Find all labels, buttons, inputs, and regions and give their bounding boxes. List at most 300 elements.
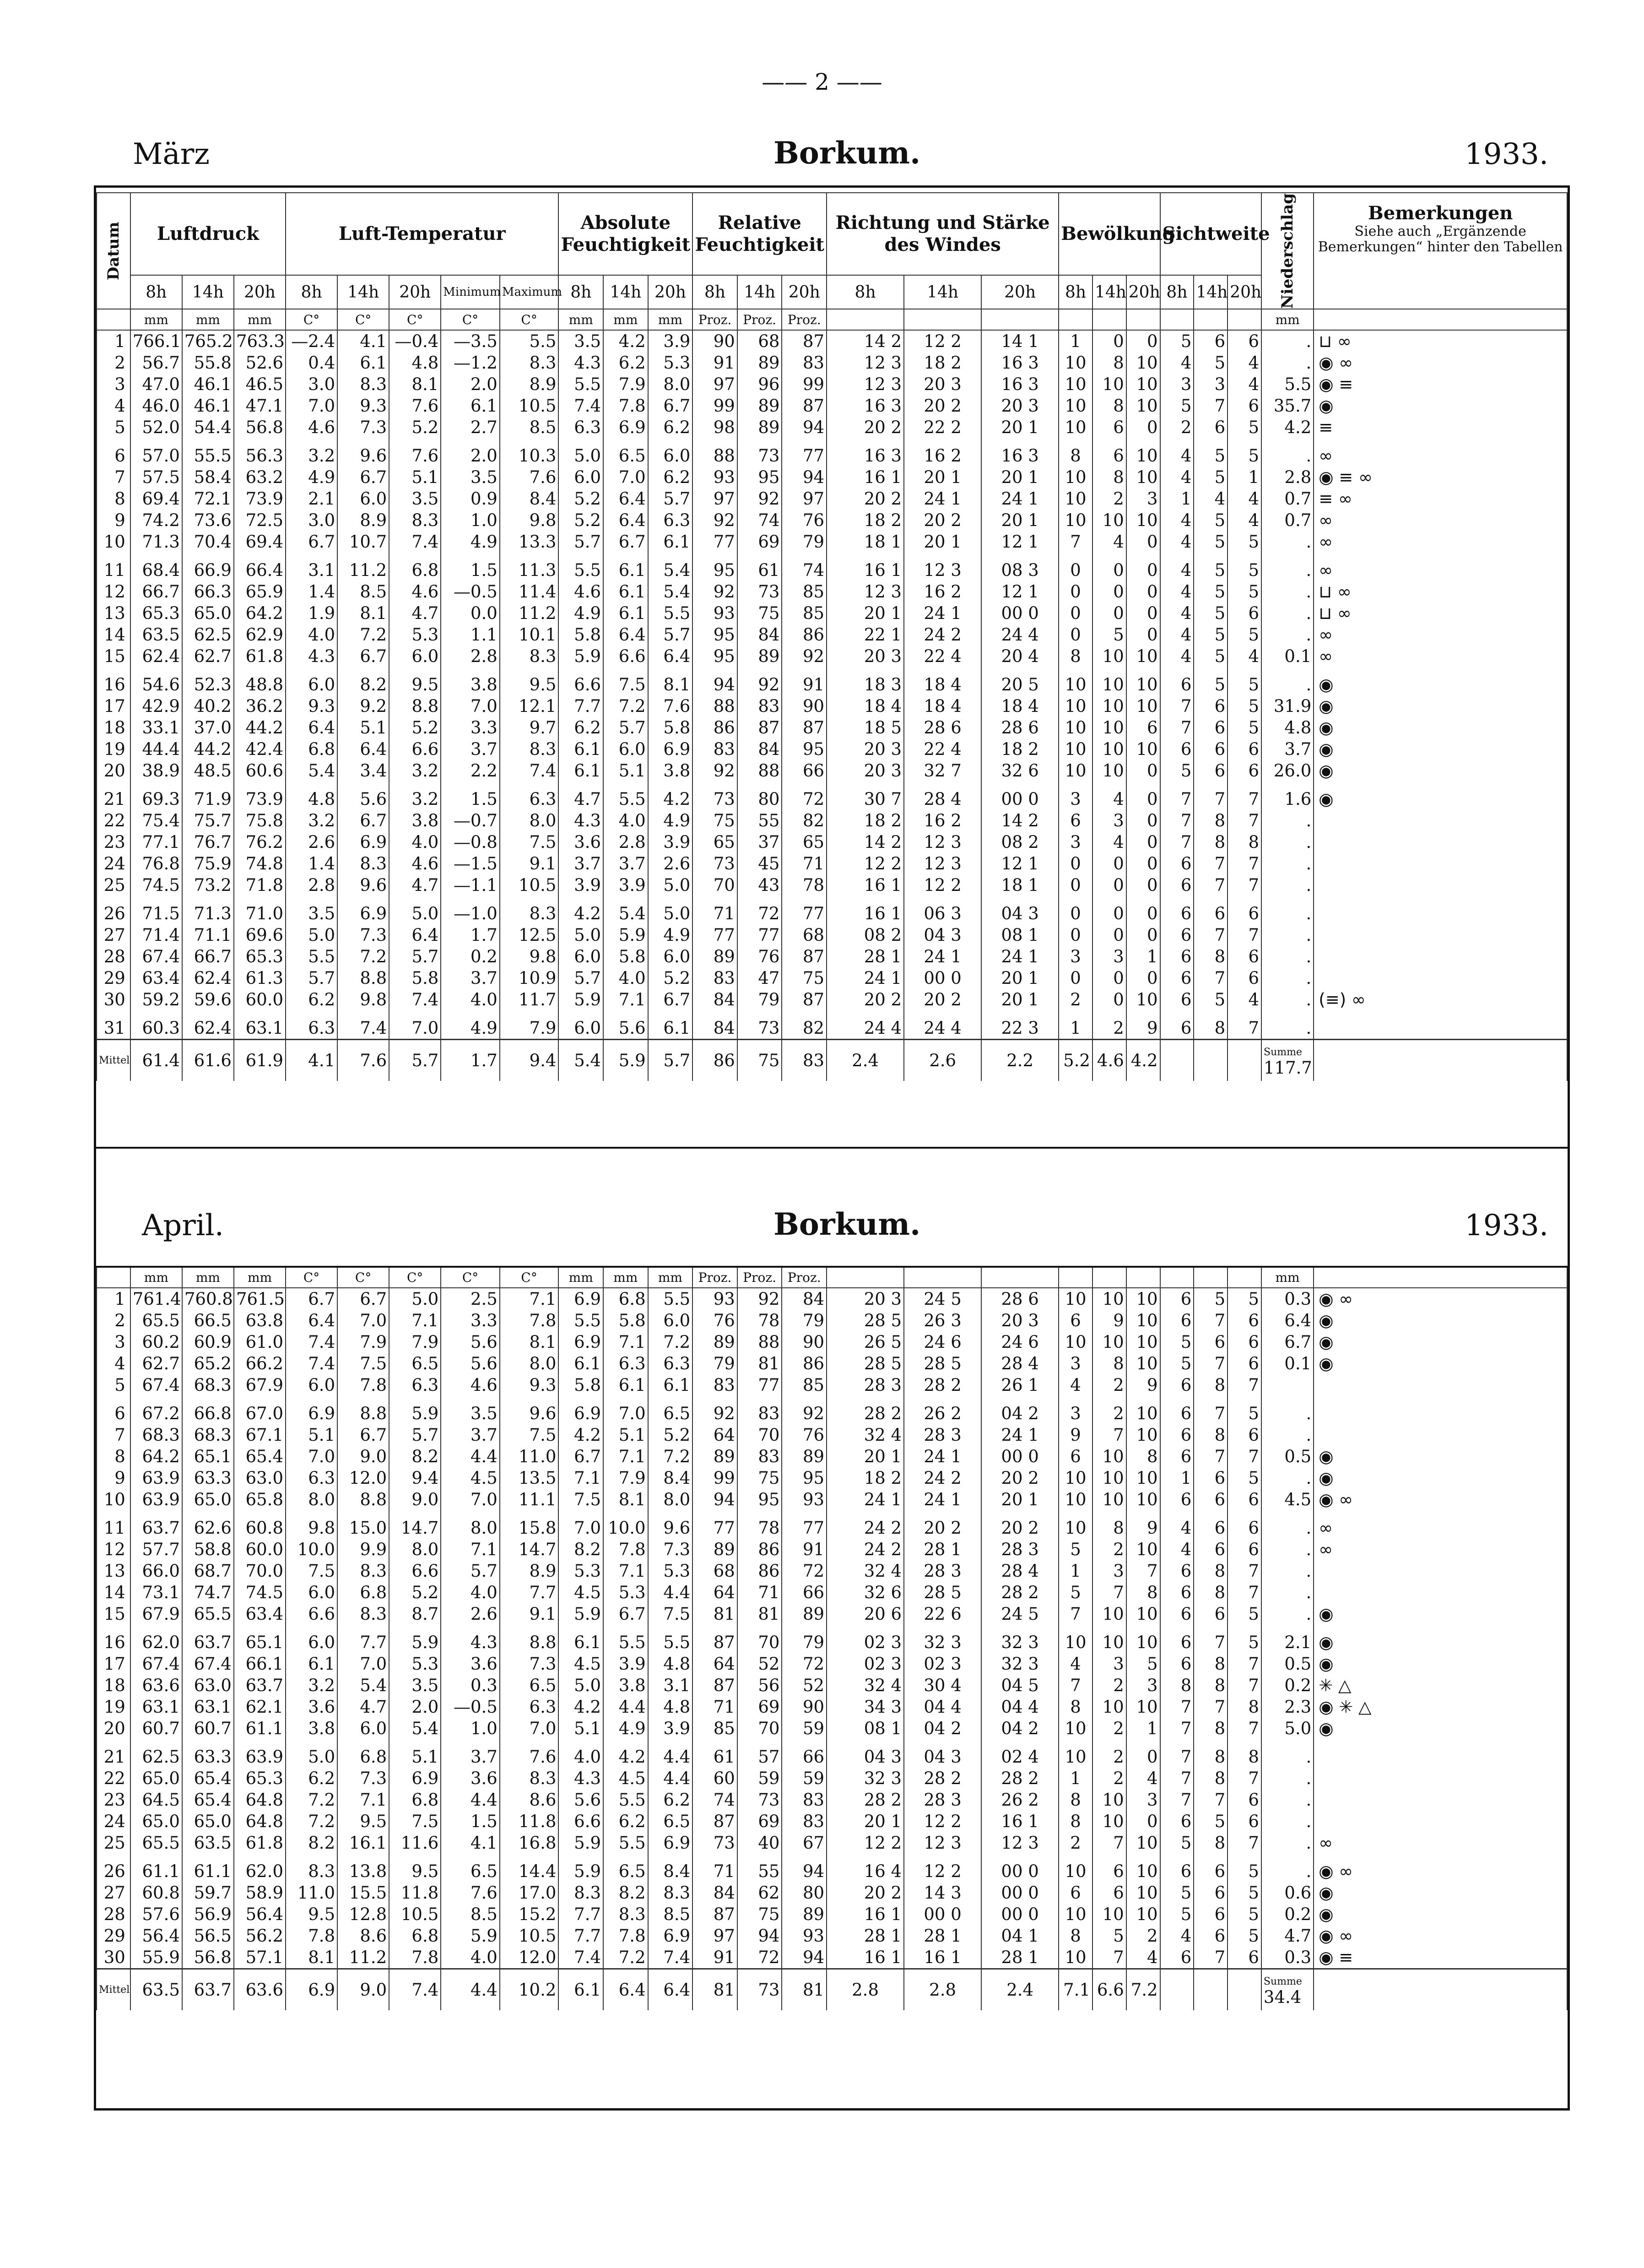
table-row xyxy=(97,1696,1567,1718)
value-cell: 04 2 xyxy=(904,1718,981,1739)
value-cell: 14 2 xyxy=(827,330,904,352)
value-cell: 5.0 xyxy=(286,1746,337,1768)
spacer-cell xyxy=(648,1625,693,1631)
value-cell: 4.9 xyxy=(648,924,693,946)
value-cell: 1.5 xyxy=(441,788,500,810)
value-cell: 0 xyxy=(1126,581,1160,602)
remarks-cell: ∞ xyxy=(1314,445,1567,467)
value-cell: 6 xyxy=(1194,417,1228,438)
value-cell: 66 xyxy=(782,1746,827,1768)
value-cell: 12 1 xyxy=(981,581,1059,602)
value-cell: 52.3 xyxy=(182,673,234,695)
remarks-cell xyxy=(1314,967,1567,989)
value-cell: 7.6 xyxy=(648,695,693,717)
value-cell: 5.1 xyxy=(286,1424,337,1446)
value-cell: 8 xyxy=(1126,1446,1160,1467)
value-cell: 7 xyxy=(1160,695,1194,717)
spacer-cell xyxy=(1092,553,1126,559)
spacer-cell xyxy=(981,667,1059,673)
value-cell: 9.2 xyxy=(337,695,389,717)
value-cell: 6 xyxy=(1228,1789,1261,1811)
value-cell: 6 xyxy=(1194,1539,1228,1560)
value-cell: . xyxy=(1261,853,1314,874)
spacer-cell xyxy=(1126,1854,1160,1860)
value-cell: 6 xyxy=(1194,717,1228,738)
value-cell: . xyxy=(1261,967,1314,989)
remarks-cell: ◉ xyxy=(1314,1353,1567,1374)
value-cell: . xyxy=(1261,581,1314,602)
value-cell: 63.5 xyxy=(182,1832,234,1854)
value-cell: 65 xyxy=(692,831,737,853)
spacer-cell xyxy=(782,896,827,902)
value-cell: 11.1 xyxy=(500,1489,559,1510)
value-cell: 5.6 xyxy=(337,788,389,810)
value-cell: 5.9 xyxy=(389,1631,441,1653)
unit-cell xyxy=(904,309,981,330)
value-cell: 9.4 xyxy=(389,1467,441,1489)
value-cell: 4 xyxy=(1160,510,1194,531)
spacer-cell xyxy=(1314,1396,1567,1402)
value-cell: 30 7 xyxy=(827,788,904,810)
value-cell: 16 4 xyxy=(827,1860,904,1882)
value-cell: 6.3 xyxy=(286,1467,337,1489)
value-cell: 8 xyxy=(1059,1696,1092,1718)
value-cell: 6.0 xyxy=(286,1631,337,1653)
spacer-cell xyxy=(904,553,981,559)
value-cell: . xyxy=(1261,1832,1314,1854)
value-cell: 10 xyxy=(1126,695,1160,717)
spacer-cell xyxy=(441,1625,500,1631)
value-cell: 9 xyxy=(1092,1310,1126,1331)
spacer-cell xyxy=(1160,1396,1194,1402)
value-cell: 0 xyxy=(1059,924,1092,946)
value-cell: 7 xyxy=(1228,853,1261,874)
value-cell: 6.5 xyxy=(603,445,648,467)
value-cell: 95 xyxy=(737,1489,782,1510)
value-cell: 6.8 xyxy=(286,738,337,760)
value-cell: 8.1 xyxy=(337,602,389,624)
table-row xyxy=(97,510,1567,531)
spacer-cell xyxy=(603,667,648,673)
table-row xyxy=(97,1653,1567,1675)
spacer-cell xyxy=(182,1396,234,1402)
value-cell: 72 xyxy=(782,788,827,810)
value-cell: 4.1 xyxy=(337,330,389,352)
value-cell: 0.0 xyxy=(441,602,500,624)
day-cell: 15 xyxy=(97,646,130,667)
spacer-cell xyxy=(130,1396,182,1402)
spacer-cell xyxy=(1261,1510,1314,1517)
value-cell: 1.0 xyxy=(441,510,500,531)
unit-cell: Proz. xyxy=(692,309,737,330)
spacer-cell xyxy=(603,896,648,902)
spacer-cell xyxy=(1228,781,1261,788)
value-cell: 67.2 xyxy=(130,1402,182,1424)
value-cell: 46.0 xyxy=(130,395,182,417)
value-cell: 0 xyxy=(1059,967,1092,989)
value-cell: 6.0 xyxy=(558,467,603,488)
spacer-cell xyxy=(904,438,981,445)
table-row xyxy=(97,395,1567,417)
spacer-cell xyxy=(648,1010,693,1017)
spacer-cell xyxy=(234,1739,286,1746)
spacer-cell xyxy=(389,1010,441,1017)
value-cell: 3.7 xyxy=(441,967,500,989)
value-cell: 7 xyxy=(1194,1353,1228,1374)
value-cell: . xyxy=(1261,1560,1314,1582)
value-cell: 00 0 xyxy=(981,602,1059,624)
spacer-cell xyxy=(441,1010,500,1017)
day-cell: 26 xyxy=(97,902,130,924)
march-year: 1933. xyxy=(1465,137,1549,171)
spacer-cell xyxy=(1194,1010,1228,1017)
spacer-cell xyxy=(337,1739,389,1746)
value-cell: 66.8 xyxy=(182,1402,234,1424)
value-cell: 74.2 xyxy=(130,510,182,531)
day-cell: 19 xyxy=(97,1696,130,1718)
value-cell: . xyxy=(1261,1582,1314,1603)
value-cell: 6 xyxy=(1059,1882,1092,1904)
value-cell: 62.4 xyxy=(130,646,182,667)
value-cell: 12 2 xyxy=(904,874,981,896)
value-cell: 46.5 xyxy=(234,374,286,395)
value-cell: 20 1 xyxy=(981,467,1059,488)
value-cell: 7.1 xyxy=(603,1331,648,1353)
value-cell: 74 xyxy=(782,559,827,581)
spacer-cell xyxy=(389,1739,441,1746)
value-cell: 65.5 xyxy=(130,1832,182,1854)
value-cell: 7.4 xyxy=(389,989,441,1010)
value-cell: 6.1 xyxy=(603,581,648,602)
value-cell: 10 xyxy=(1059,1718,1092,1739)
value-cell: 67.4 xyxy=(130,1653,182,1675)
value-cell: 04 4 xyxy=(904,1696,981,1718)
value-cell: 7.0 xyxy=(558,1517,603,1539)
value-cell: 74 xyxy=(692,1789,737,1811)
value-cell: 20 5 xyxy=(981,673,1059,695)
value-cell: 5 xyxy=(1194,602,1228,624)
unit-cell xyxy=(1126,1267,1160,1288)
value-cell: 3 xyxy=(1092,1560,1126,1582)
value-cell: 8.3 xyxy=(603,1904,648,1925)
value-cell: 6.0 xyxy=(648,946,693,967)
value-cell: 6 xyxy=(1160,1374,1194,1396)
spacer-cell xyxy=(737,896,782,902)
value-cell: 4.7 xyxy=(337,1696,389,1718)
value-cell: 6 xyxy=(1194,1882,1228,1904)
unit-cell: C° xyxy=(500,309,559,330)
value-cell: 59.6 xyxy=(182,989,234,1010)
value-cell: 7.1 xyxy=(441,1539,500,1560)
remarks-cell xyxy=(1314,1424,1567,1446)
value-cell: . xyxy=(1261,602,1314,624)
value-cell: 10 xyxy=(1126,352,1160,374)
value-cell: 46.1 xyxy=(182,395,234,417)
value-cell: 66.4 xyxy=(234,559,286,581)
value-cell: 4.6 xyxy=(389,581,441,602)
unit-cell: C° xyxy=(441,309,500,330)
value-cell: 5.0 xyxy=(558,924,603,946)
unit-cell: mm xyxy=(1261,1267,1314,1288)
value-cell: 8.8 xyxy=(389,695,441,717)
value-cell: 7 xyxy=(1228,1582,1261,1603)
day-cell: 23 xyxy=(97,1789,130,1811)
value-cell: 10 xyxy=(1126,673,1160,695)
value-cell: 86 xyxy=(782,624,827,646)
spacer-cell xyxy=(737,1510,782,1517)
value-cell: 62.1 xyxy=(234,1696,286,1718)
spacer-cell xyxy=(1126,553,1160,559)
value-cell: 35.7 xyxy=(1261,395,1314,417)
value-cell: 5 xyxy=(1160,395,1194,417)
mittel-value xyxy=(1160,1969,1194,2010)
value-cell: 75.8 xyxy=(234,810,286,831)
value-cell: 6.1 xyxy=(337,352,389,374)
value-cell: 5.5 xyxy=(603,788,648,810)
value-cell: 59 xyxy=(782,1718,827,1739)
value-cell: 6.2 xyxy=(648,417,693,438)
mittel-label: Mittel xyxy=(97,1969,130,2010)
value-cell: 04 3 xyxy=(827,1746,904,1768)
value-cell: 20 2 xyxy=(827,989,904,1010)
value-cell: —2.4 xyxy=(286,330,337,352)
value-cell: 68 xyxy=(692,1560,737,1582)
value-cell: 5.3 xyxy=(389,624,441,646)
value-cell: 97 xyxy=(692,374,737,395)
spacer-cell xyxy=(1314,1854,1567,1860)
value-cell: 5.9 xyxy=(603,924,648,946)
value-cell: 6 xyxy=(1160,989,1194,1010)
header-sichtweite: Sichtweite xyxy=(1160,193,1261,275)
value-cell: 69.3 xyxy=(130,788,182,810)
value-cell: 73.2 xyxy=(182,874,234,896)
day-cell: 27 xyxy=(97,924,130,946)
value-cell: 99 xyxy=(692,395,737,417)
value-cell: 4.8 xyxy=(389,352,441,374)
mittel-value: 75 xyxy=(737,1040,782,1081)
value-cell: 20 2 xyxy=(904,1517,981,1539)
value-cell: 71.4 xyxy=(130,924,182,946)
remarks-cell xyxy=(1314,874,1567,896)
value-cell: 76.8 xyxy=(130,853,182,874)
value-cell: 6.3 xyxy=(286,1017,337,1040)
value-cell: 76 xyxy=(782,510,827,531)
value-cell: 10.0 xyxy=(286,1539,337,1560)
value-cell: 10 xyxy=(1126,1424,1160,1446)
unit-cell xyxy=(1160,1267,1194,1288)
value-cell: 66.7 xyxy=(182,946,234,967)
summe-label: Summe xyxy=(1263,1976,1302,1988)
value-cell: 18 2 xyxy=(827,510,904,531)
value-cell: 4.4 xyxy=(441,1789,500,1811)
value-cell: 87 xyxy=(692,1811,737,1832)
value-cell: 6 xyxy=(1194,695,1228,717)
value-cell: 6 xyxy=(1160,1860,1194,1882)
spacer-cell xyxy=(182,896,234,902)
value-cell: 93 xyxy=(692,1288,737,1310)
value-cell: 3 xyxy=(1059,946,1092,967)
value-cell: . xyxy=(1261,1539,1314,1560)
value-cell: 4.0 xyxy=(441,1947,500,1969)
value-cell: 28 2 xyxy=(904,1374,981,1396)
spacer-cell xyxy=(692,438,737,445)
value-cell: 6.7 xyxy=(603,531,648,553)
spacer-cell xyxy=(1314,896,1567,902)
value-cell: 10 xyxy=(1126,646,1160,667)
value-cell: 7 xyxy=(1059,1675,1092,1696)
value-cell: . xyxy=(1261,673,1314,695)
spacer-cell xyxy=(737,667,782,673)
header-niederschlag: Niederschlag xyxy=(1261,193,1314,309)
value-cell: 08 3 xyxy=(981,559,1059,581)
value-cell: 18 4 xyxy=(827,695,904,717)
spacer-cell xyxy=(286,1010,337,1017)
mittel-row xyxy=(97,1969,1567,2010)
value-cell: 7.7 xyxy=(558,1925,603,1947)
value-cell: 1 xyxy=(1228,467,1261,488)
value-cell: 4.9 xyxy=(558,602,603,624)
value-cell: 68.3 xyxy=(130,1424,182,1446)
value-cell: 9.6 xyxy=(500,1402,559,1424)
value-cell: 5 xyxy=(1194,352,1228,374)
unit-cell xyxy=(981,1267,1059,1288)
value-cell: 5 xyxy=(1228,1288,1261,1310)
value-cell: 6.2 xyxy=(286,989,337,1010)
spacer-cell xyxy=(1092,1510,1126,1517)
value-cell: 10 xyxy=(1092,374,1126,395)
unit-cell: C° xyxy=(337,309,389,330)
value-cell: 3 xyxy=(1092,1653,1126,1675)
value-cell: 92 xyxy=(782,646,827,667)
value-cell: 8 xyxy=(1092,1353,1126,1374)
value-cell: 90 xyxy=(782,1331,827,1353)
day-cell: 8 xyxy=(97,488,130,510)
remarks-cell: ◉ ∞ xyxy=(1314,1860,1567,1882)
value-cell: 10 xyxy=(1059,352,1092,374)
value-cell: 5.5 xyxy=(286,946,337,967)
value-cell: 48.8 xyxy=(234,673,286,695)
value-cell: 18 2 xyxy=(827,810,904,831)
value-cell: . xyxy=(1261,559,1314,581)
value-cell: 7 xyxy=(1228,924,1261,946)
value-cell: 71.0 xyxy=(234,902,286,924)
value-cell: 0 xyxy=(1059,902,1092,924)
value-cell: 67.9 xyxy=(130,1603,182,1625)
value-cell: 22 4 xyxy=(904,738,981,760)
mittel-value: 2.8 xyxy=(827,1969,904,2010)
value-cell: 9.5 xyxy=(389,1860,441,1882)
value-cell: 89 xyxy=(782,1446,827,1467)
value-cell: 10 xyxy=(1126,1402,1160,1424)
value-cell: 5.2 xyxy=(558,510,603,531)
value-cell: 5 xyxy=(1160,760,1194,781)
value-cell: 3.6 xyxy=(286,1696,337,1718)
spacer-cell xyxy=(500,1854,559,1860)
value-cell: 10 xyxy=(1059,1746,1092,1768)
value-cell: 8.0 xyxy=(500,810,559,831)
spacer-cell xyxy=(1228,896,1261,902)
unit-cell: mm xyxy=(648,309,693,330)
value-cell: 63.2 xyxy=(234,467,286,488)
mittel-value: 5.7 xyxy=(648,1040,693,1081)
value-cell: 16 1 xyxy=(904,1947,981,1969)
value-cell: 94 xyxy=(692,673,737,695)
value-cell: 6 xyxy=(1228,1353,1261,1374)
spacer-cell xyxy=(1261,1739,1314,1746)
value-cell: 7.9 xyxy=(603,374,648,395)
value-cell: 0 xyxy=(1092,989,1126,1010)
value-cell: 63.0 xyxy=(182,1675,234,1696)
spacer-cell xyxy=(182,1625,234,1631)
value-cell: 24 5 xyxy=(981,1603,1059,1625)
value-cell: 5.0 xyxy=(648,902,693,924)
value-cell: 7.4 xyxy=(558,395,603,417)
value-cell: 32 3 xyxy=(981,1653,1059,1675)
value-cell: 0.2 xyxy=(1261,1904,1314,1925)
value-cell: 91 xyxy=(782,673,827,695)
spacer-cell xyxy=(904,667,981,673)
value-cell: 0 xyxy=(1059,624,1092,646)
value-cell: 6 xyxy=(1160,1811,1194,1832)
spacer-cell xyxy=(97,1010,130,1017)
value-cell: . xyxy=(1261,1768,1314,1789)
value-cell: 5.3 xyxy=(558,1560,603,1582)
value-cell: 4 xyxy=(1160,1539,1194,1560)
value-cell: 2.8 xyxy=(286,874,337,896)
unit-cell xyxy=(981,309,1059,330)
table-row xyxy=(97,788,1567,810)
value-cell: 4.2 xyxy=(558,1424,603,1446)
value-cell: 5.3 xyxy=(648,1560,693,1582)
value-cell: 4 xyxy=(1228,510,1261,531)
spacer-cell xyxy=(827,1625,904,1631)
value-cell: 6.0 xyxy=(286,1374,337,1396)
value-cell: 6.9 xyxy=(337,902,389,924)
spacer-cell xyxy=(500,438,559,445)
table-row xyxy=(97,1603,1567,1625)
spacer-cell xyxy=(1261,553,1314,559)
value-cell: 68.3 xyxy=(182,1424,234,1446)
subheader-h20: 20h xyxy=(1228,275,1261,309)
value-cell: 20 1 xyxy=(904,531,981,553)
value-cell: 1.5 xyxy=(441,559,500,581)
spacer-cell xyxy=(1126,1625,1160,1631)
value-cell: 18 2 xyxy=(827,1467,904,1489)
header-wind: Richtung und Stärke des Windes xyxy=(827,193,1059,275)
header-abs-feuchtigkeit: Absolute Feuchtigkeit xyxy=(558,193,692,275)
value-cell: 3.2 xyxy=(286,445,337,467)
value-cell: 20 1 xyxy=(827,602,904,624)
value-cell: 06 3 xyxy=(904,902,981,924)
value-cell: 24 1 xyxy=(904,1489,981,1510)
value-cell: 61.8 xyxy=(234,646,286,667)
value-cell: 18 5 xyxy=(827,717,904,738)
value-cell: 65.2 xyxy=(182,1353,234,1374)
value-cell: 70 xyxy=(737,1424,782,1446)
spacer-cell xyxy=(1228,553,1261,559)
spacer-cell xyxy=(1194,667,1228,673)
value-cell: 08 2 xyxy=(981,831,1059,853)
table-row xyxy=(97,1467,1567,1489)
value-cell: 14.7 xyxy=(500,1539,559,1560)
value-cell: 24 1 xyxy=(904,1446,981,1467)
value-cell: 5.5 xyxy=(648,602,693,624)
spacer-cell xyxy=(558,553,603,559)
value-cell: 6 xyxy=(1160,902,1194,924)
value-cell: 4.0 xyxy=(558,1746,603,1768)
value-cell: 16 1 xyxy=(827,902,904,924)
value-cell: 28 5 xyxy=(904,1353,981,1374)
